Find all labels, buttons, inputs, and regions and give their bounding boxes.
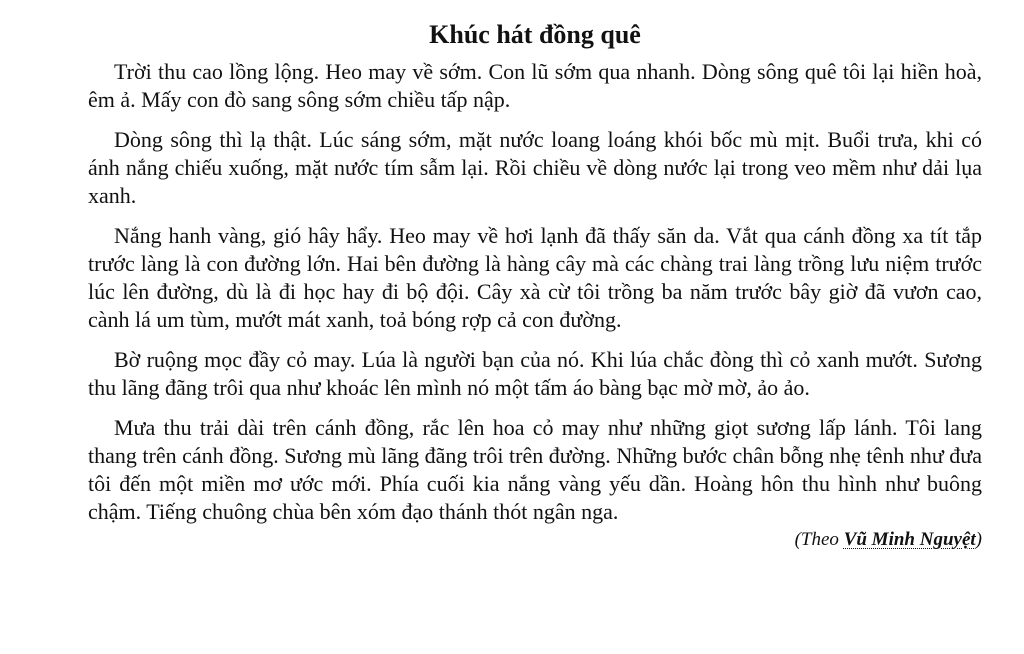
paragraph-2: Dòng sông thì lạ thật. Lúc sáng sớm, mặt nước loang loáng khói bốc mù mịt. Buổi trưa, khi có ánh nắng chiếu xuống, mặt nước tím sẫm lại. Rồi chiều về dòng nước lại trong veo mềm như dải lụa xanh.	[88, 127, 982, 208]
source-citation	[88, 528, 982, 552]
paragraph-1: Trời thu cao lồng lộng. Heo may về sớm. Con lũ sớm qua nhanh. Dòng sông quê tôi lại hiền hoà, êm ả. Mấy con đò sang sông sớm chiều tấp nập.	[88, 59, 982, 112]
source-author: Vũ Minh Nguyệt	[843, 529, 976, 550]
source-prefix: (Theo	[794, 529, 844, 550]
document-title: Khúc hát đồng quê	[429, 20, 641, 49]
paragraph-5: Mưa thu trải dài trên cánh đồng, rắc lên hoa cỏ may như những giọt sương lấp lánh. Tôi lang thang trên cánh đồng. Sương mù lãng đãng trôi trên đường. Những bước chân bỗng nhẹ tênh như đưa tôi đến một miền mơ ước mới. Phía cuối kia nắng vàng yếu dần. Hoàng hôn thu hình như buông chậm. Tiếng chuông chùa bên xóm đạo thánh thót ngân nga.	[88, 415, 982, 524]
source-suffix: )	[975, 529, 982, 550]
document-page	[88, 18, 982, 552]
paragraph-3: Nắng hanh vàng, gió hây hẩy. Heo may về hơi lạnh đã thấy săn da. Vắt qua cánh đồng xa tít tắp trước làng là con đường lớn. Hai bên đường là hàng cây mà các chàng trai làng trồng lưu niệm trước lúc lên đường, dù là đi học hay đi bộ đội. Cây xà cừ tôi trồng ba năm trước bây giờ đã vươn cao, cành lá um tùm, mướt mát xanh, toả bóng rợp cả con đường.	[88, 223, 982, 332]
paragraph-4: Bờ ruộng mọc đầy cỏ may. Lúa là người bạn của nó. Khi lúa chắc đòng thì cỏ xanh mướt. Sương thu lãng đãng trôi qua như khoác lên mình nó một tấm áo bàng bạc mờ mờ, ảo ảo.	[88, 347, 982, 400]
